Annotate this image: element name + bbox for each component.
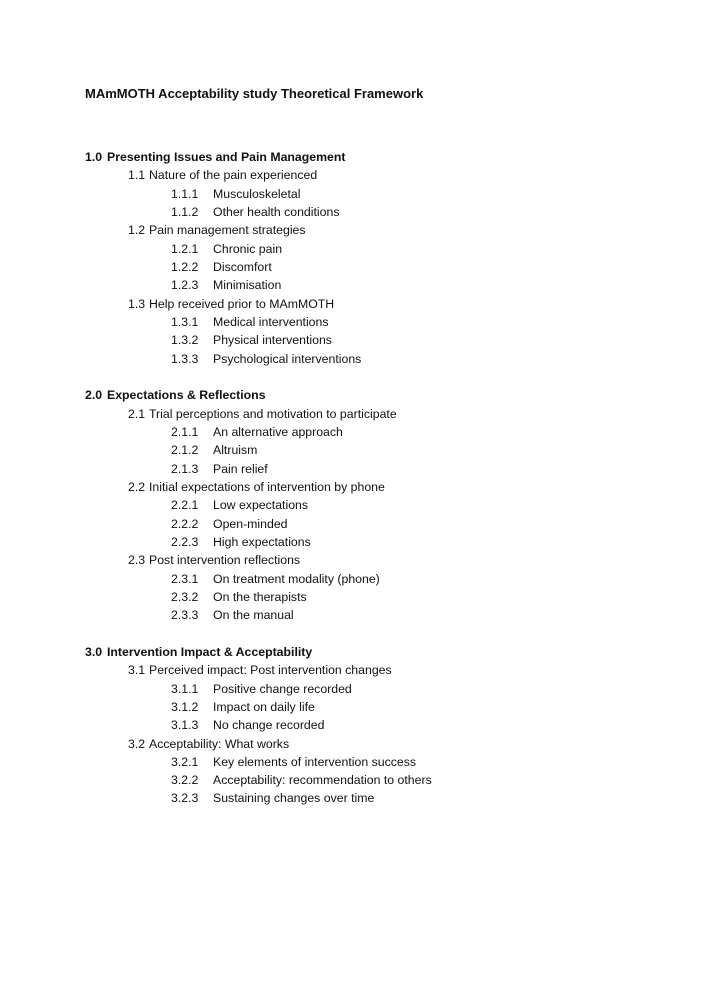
section-heading-label: Presenting Issues and Pain Management (107, 150, 346, 164)
list-item-label: Low expectations (213, 498, 309, 513)
list-item (0, 240, 707, 258)
list-item-label: Psychological interventions (213, 351, 362, 366)
section-heading (0, 148, 707, 166)
subsection-heading-label: Pain management strategies (149, 223, 306, 238)
list-item-number: 3.2.2 (171, 773, 199, 788)
framework-outline (0, 148, 707, 808)
section-heading-number: 1.0 (85, 150, 103, 164)
list-item-label: Open-minded (213, 516, 288, 531)
subsection-heading-label: Post intervention reflections (149, 553, 301, 568)
list-item-number: 1.1.1 (171, 186, 199, 201)
list-item-number: 2.1.1 (171, 424, 199, 439)
list-item-label: No change recorded (213, 718, 325, 733)
list-item-number: 1.2.3 (171, 278, 199, 293)
list-item (0, 533, 707, 551)
subsection-heading-number: 3.2 (128, 736, 146, 751)
list-item-label: Pain relief (213, 461, 268, 476)
list-item-number: 2.1.2 (171, 443, 199, 458)
list-item-label: Impact on daily life (213, 699, 315, 714)
list-item (0, 588, 707, 606)
list-item (0, 515, 707, 533)
subsection-heading-number: 1.2 (128, 223, 146, 238)
subsection-heading (0, 166, 707, 184)
list-item (0, 203, 707, 221)
list-item-label: Medical interventions (213, 314, 329, 329)
list-item-number: 3.1.1 (171, 681, 199, 696)
list-item (0, 698, 707, 716)
subsection-heading (0, 735, 707, 753)
subsection-heading (0, 405, 707, 423)
subsection-heading-label: Acceptability: What works (149, 736, 290, 751)
list-item-number: 1.3.1 (171, 314, 199, 329)
subsection-heading (0, 551, 707, 569)
list-item-number: 2.2.2 (171, 516, 199, 531)
list-item-label: Positive change recorded (213, 681, 352, 696)
list-item-number: 2.1.3 (171, 461, 199, 476)
subsection-heading-number: 2.2 (128, 479, 146, 494)
subsection-heading-number: 1.3 (128, 296, 146, 311)
list-item-label: Physical interventions (213, 333, 332, 348)
list-item-label: Musculoskeletal (213, 186, 301, 201)
list-item (0, 753, 707, 771)
list-item-number: 2.3.3 (171, 608, 199, 623)
list-item-number: 2.3.2 (171, 589, 199, 604)
list-item-label: Sustaining changes over time (213, 791, 375, 806)
subsection-heading-number: 2.3 (128, 553, 146, 568)
list-item (0, 313, 707, 331)
list-item (0, 441, 707, 459)
list-item-label: On treatment modality (phone) (213, 571, 380, 586)
list-item-label: Altruism (213, 443, 258, 458)
list-item-label: Other health conditions (213, 204, 340, 219)
list-item-number: 2.2.1 (171, 498, 199, 513)
spacer (0, 625, 707, 643)
list-item (0, 460, 707, 478)
section-heading (0, 386, 707, 404)
list-item-number: 1.3.3 (171, 351, 199, 366)
section-heading-number: 2.0 (85, 388, 103, 403)
list-item-label: High expectations (213, 534, 311, 549)
list-item (0, 606, 707, 624)
subsection-heading (0, 478, 707, 496)
subsection-heading (0, 661, 707, 679)
list-item (0, 771, 707, 789)
list-item (0, 423, 707, 441)
subsection-heading (0, 221, 707, 239)
subsection-heading (0, 295, 707, 313)
subsection-heading-number: 2.1 (128, 406, 146, 421)
list-item-number: 1.1.2 (171, 204, 199, 219)
list-item-number: 3.2.3 (171, 791, 199, 806)
list-item-label: On the therapists (213, 589, 307, 604)
list-item-label: An alternative approach (213, 424, 343, 439)
list-item (0, 350, 707, 368)
section-heading-label: Expectations & Reflections (107, 388, 266, 403)
list-item-label: Discomfort (213, 259, 272, 274)
list-item (0, 331, 707, 349)
list-item (0, 570, 707, 588)
document-title: MAmMOTH Acceptability study Theoretical Framework (85, 86, 424, 101)
subsection-heading-label: Nature of the pain experienced (149, 168, 318, 183)
list-item-number: 1.2.2 (171, 259, 199, 274)
subsection-heading-label: Trial perceptions and motivation to participate (149, 406, 397, 421)
list-item-number: 1.2.1 (171, 241, 199, 256)
list-item-number: 1.3.2 (171, 333, 199, 348)
list-item (0, 258, 707, 276)
section-heading-label: Intervention Impact & Acceptability (107, 644, 313, 659)
section-heading (0, 643, 707, 661)
list-item-number: 2.3.1 (171, 571, 199, 586)
spacer (0, 368, 707, 386)
list-item-label: Acceptability: recommendation to others (213, 773, 432, 788)
subsection-heading-number: 1.1 (128, 168, 146, 183)
list-item (0, 496, 707, 514)
list-item-label: Chronic pain (213, 241, 283, 256)
list-item (0, 276, 707, 294)
list-item (0, 716, 707, 734)
list-item (0, 680, 707, 698)
list-item-label: Key elements of intervention success (213, 754, 417, 769)
list-item-label: Minimisation (213, 278, 282, 293)
list-item-number: 3.1.2 (171, 699, 199, 714)
list-item (0, 185, 707, 203)
subsection-heading-number: 3.1 (128, 663, 146, 678)
list-item-label: On the manual (213, 608, 294, 623)
list-item-number: 3.1.3 (171, 718, 199, 733)
subsection-heading-label: Initial expectations of intervention by phone (149, 479, 385, 494)
list-item-number: 3.2.1 (171, 754, 199, 769)
list-item (0, 789, 707, 807)
subsection-heading-label: Perceived impact: Post intervention changes (149, 663, 392, 678)
subsection-heading-label: Help received prior to MAmMOTH (149, 296, 335, 311)
list-item-number: 2.2.3 (171, 534, 199, 549)
section-heading-number: 3.0 (85, 644, 103, 659)
